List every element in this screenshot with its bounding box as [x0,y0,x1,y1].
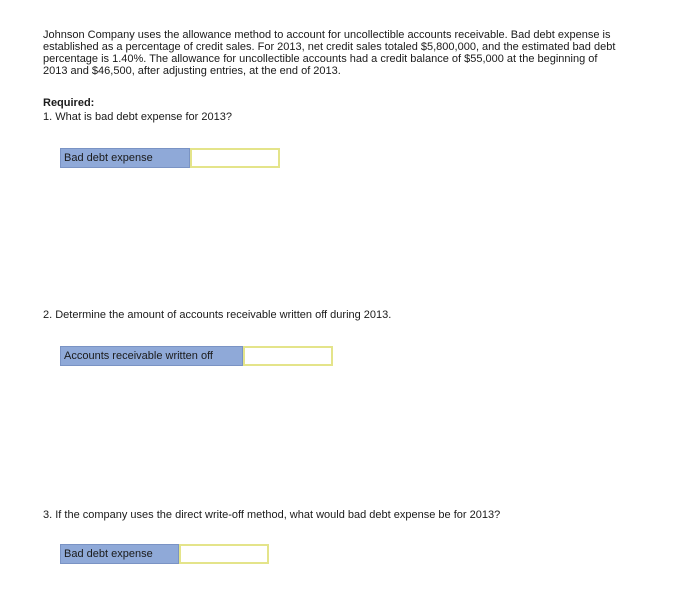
question-3-text: 3. If the company uses the direct write-off method, what would bad debt expense be for 2013? [43,509,501,521]
required-heading: Required: [43,97,95,109]
accounts-receivable-written-off-input[interactable] [243,346,333,366]
answer-label-bad-debt-expense: Bad debt expense [60,148,190,168]
bad-debt-expense-input[interactable] [190,148,280,168]
question-1-text: 1. What is bad debt expense for 2013? [43,111,232,123]
answer-row-3 [60,544,269,564]
problem-statement: Johnson Company uses the allowance method to account for uncollectible accounts receivable. Bad debt expense is established as a percentage of credit sales. For 2013, net credit sales totaled $5,800,000, and the estimated bad debt percentage is 1.40%. The allowance for uncollectible accounts had a credit balance of $55,000 at the beginning of 2013 and $46,500, after adjusting entries, at the end of 2013. [43,29,616,77]
answer-label-direct-write-off-bad-debt-expense: Bad debt expense [60,544,179,564]
answer-row-2 [60,346,333,366]
answer-label-accounts-receivable-written-off: Accounts receivable written off [60,346,243,366]
answer-row-1 [60,148,280,168]
direct-write-off-bad-debt-expense-input[interactable] [179,544,269,564]
question-2-text: 2. Determine the amount of accounts receivable written off during 2013. [43,309,392,321]
